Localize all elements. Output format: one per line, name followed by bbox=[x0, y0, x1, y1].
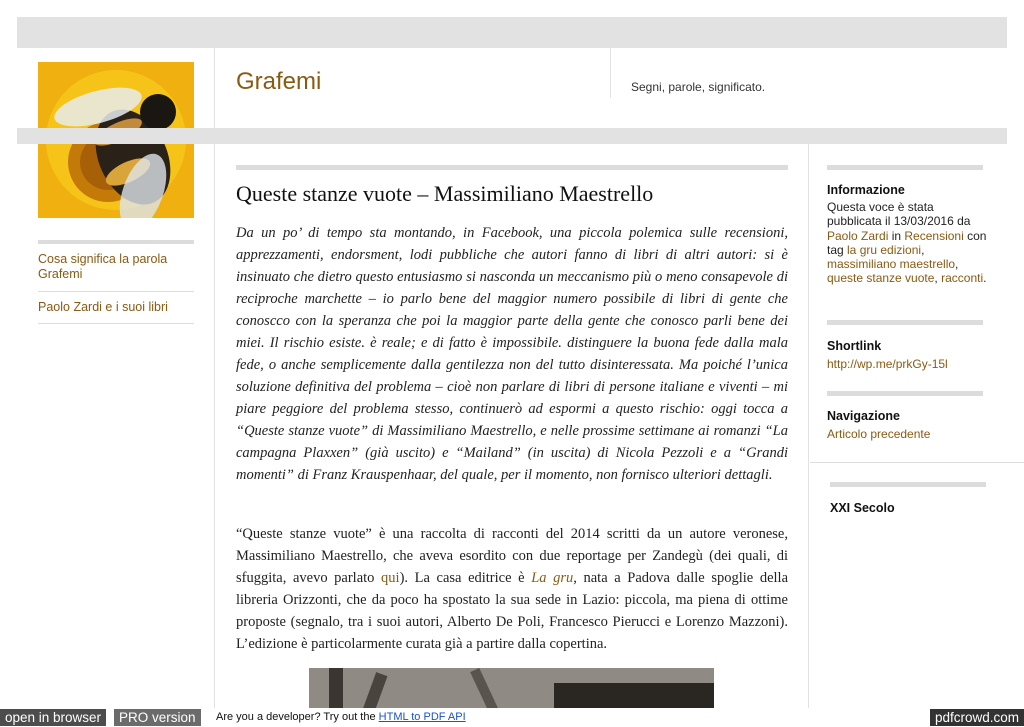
author-link[interactable]: Paolo Zardi bbox=[827, 228, 889, 243]
sidebar-info-text bbox=[827, 200, 987, 286]
pdfcrowd-brand-link[interactable]: pdfcrowd.com bbox=[930, 709, 1024, 726]
content-divider-left bbox=[214, 144, 215, 708]
info-text: in bbox=[888, 228, 905, 243]
top-bar bbox=[17, 17, 1007, 48]
header-bottom-bar bbox=[17, 128, 1007, 144]
sidebar-nav-separator bbox=[827, 391, 983, 396]
open-in-browser-button[interactable]: open in browser bbox=[0, 709, 106, 726]
header-divider-left bbox=[214, 48, 215, 128]
developer-text: Are you a developer? Try out the bbox=[216, 711, 379, 723]
post-title: Queste stanze vuote – Massimiliano Maestrello bbox=[236, 181, 654, 206]
post-body-text: “Queste stanze vuote” è una raccolta di racconti del 2014 scritti da un autore veronese, Massimiliano Maestrello, che aveva esordito con due reportage per Zandegù (dei quali, di sfuggita, avevo parlato bbox=[236, 526, 788, 586]
post-cover-image bbox=[309, 668, 714, 713]
content-divider-right bbox=[808, 144, 809, 708]
left-nav-link-grafemi[interactable]: Cosa significa la parola Grafemi bbox=[38, 252, 168, 281]
info-text: , bbox=[921, 242, 925, 257]
info-text: , bbox=[934, 271, 942, 286]
sidebar-info-heading: Informazione bbox=[827, 183, 905, 197]
info-text: . bbox=[983, 271, 987, 286]
html-to-pdf-api-link[interactable]: HTML to PDF API bbox=[378, 711, 466, 723]
info-text: Questa voce è stata pubblicata il 13/03/2016 da bbox=[827, 200, 971, 229]
post-top-separator bbox=[236, 165, 788, 170]
post-body-text: , nata a Padova dalle spoglie della libreria Orizzonti, che da poco ha spostato la sua sede in Lazio: piccola, ma piena di ottime proposte (segnalo, tra i suoi autori, Alberto De Poli, Francesco Pierucci e Lorenzo Mazzoni). L’edizione è particolarmente curata già a partire dalla copertina. bbox=[236, 570, 789, 652]
sidebar-xxi-heading: XXI Secolo bbox=[830, 501, 895, 515]
sidebar-nav-heading: Navigazione bbox=[827, 409, 900, 423]
sidebar-xxi-separator bbox=[830, 482, 986, 487]
pro-version-button[interactable]: PRO version bbox=[114, 709, 201, 726]
tag-link[interactable]: massimiliano maestrello bbox=[827, 257, 956, 272]
sidebar-shortlink-heading: Shortlink bbox=[827, 339, 882, 353]
sidebar-divider bbox=[810, 462, 1024, 463]
category-link[interactable]: Recensioni bbox=[904, 228, 964, 243]
tag-link[interactable]: la gru edizioni bbox=[847, 242, 922, 257]
left-nav-divider bbox=[38, 323, 194, 324]
left-nav-separator bbox=[38, 240, 194, 244]
shortlink-url[interactable]: http://wp.me/prkGy-15l bbox=[827, 357, 948, 371]
sidebar-info-separator bbox=[827, 165, 983, 170]
info-text: , bbox=[955, 257, 959, 272]
tag-link[interactable]: queste stanze vuote bbox=[827, 271, 935, 286]
la-gru-link[interactable]: La gru bbox=[531, 570, 574, 586]
sidebar-shortlink-separator bbox=[827, 320, 983, 325]
qui-link[interactable]: qui bbox=[381, 570, 400, 586]
info-text: con tag bbox=[827, 228, 987, 257]
header-divider-right bbox=[610, 48, 611, 98]
previous-article-link[interactable]: Articolo precedente bbox=[827, 427, 931, 441]
post-body-paragraph bbox=[236, 523, 788, 655]
developer-promo bbox=[216, 711, 466, 723]
site-tagline: Segni, parole, significato. bbox=[631, 80, 766, 94]
tag-link[interactable]: racconti bbox=[941, 271, 984, 286]
site-title-link[interactable]: Grafemi bbox=[236, 68, 322, 95]
left-nav-divider bbox=[38, 291, 194, 292]
post-intro-paragraph: Da un po’ di tempo sta montando, in Facebook, una piccola polemica sulle recensioni, apprezzamenti, endorsment, lodi pubbliche che autori fanno di libri di altri autori: si è insinuato che dietro questo entusiasmo si nasconda un meccanismo più o meno consapevole di reciproche marchette – io parlo bene del maggior numero possibile di libri di gente che conoscco con la speranza che poi la maggior parte della gente che conosco parli bene dei miei. Il rischio esiste. è reale; e di fatto è impossibile. distinguere la buona fede dalla mala fede, o anche semplicemente dalla gentilezza non del tutto disinteressata. Ma poiché l’unica soluzione definitiva del problema – cioè non parlare di libri di persone italiane e viventi – mi piare peggiore del problema stesso, continuerò ad espormi a questo rischio: oggi tocca a “Queste stanze vuote” di Massimiliano Maestrello, e nelle prossime settimane ai romanzi “La campagna Plaxxen” (già uscito) e “Mailand” (in uscita) di Nicola Pezzoli e a “Grandi momenti” di Franz Krauspenhaar, del quale, per il momento, non fornisco ulteriori dettagli. bbox=[236, 225, 788, 483]
post-body-text: ). La casa editrice è bbox=[399, 570, 532, 586]
left-nav-link-zardi[interactable]: Paolo Zardi e i suoi libri bbox=[38, 300, 168, 314]
